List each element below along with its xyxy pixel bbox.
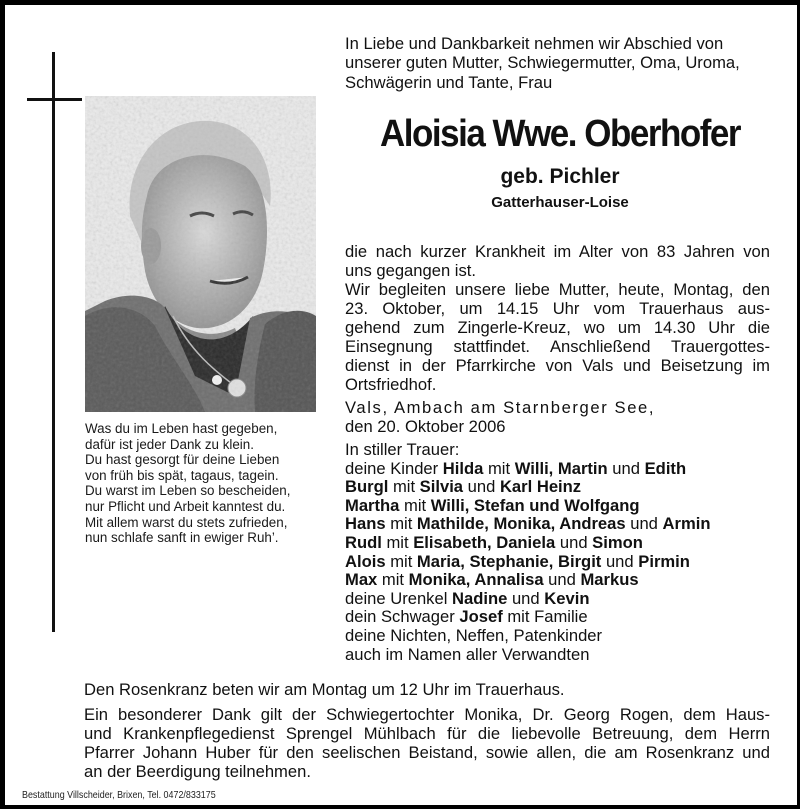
intro-line: unserer guten Mutter, Schwiegermutter, Oma, Uroma,: [345, 53, 740, 73]
mourner-text: mit: [399, 495, 431, 515]
cross-icon-vertical: [52, 52, 55, 632]
paragraph-line: Einsegnung stattfindet. Anschließend Trauergottes-: [345, 336, 770, 356]
mourner-text: mit: [483, 458, 515, 478]
paragraph-line: uns gegangen ist.: [345, 260, 477, 280]
mourner-line: [345, 627, 785, 646]
poem-line: Mit allem warst du stets zufrieden,: [85, 514, 288, 530]
mourner-text: und: [463, 477, 500, 497]
maiden-name: geb. Pichler: [500, 165, 620, 188]
mourner-name: Nadine: [452, 588, 508, 608]
mourner-line: [345, 590, 785, 609]
mourner-text: deine Nichten, Neffen, Patenkinder: [345, 625, 603, 645]
mourner-name: Silvia: [419, 477, 464, 497]
cross-icon-horizontal: [27, 98, 82, 101]
mourner-text: mit: [381, 532, 414, 552]
mourner-text: mit: [377, 570, 409, 590]
mourner-line: [345, 460, 785, 479]
paragraph-line: 23. Oktober, um 14.15 Uhr vom Trauerhaus aus-: [345, 298, 770, 318]
mourner-text: deine Kinder: [345, 458, 443, 478]
mourner-name: Elisabeth, Daniela: [413, 532, 556, 552]
place: Vals, Ambach am Starnberger See,: [345, 398, 656, 417]
mourner-name: Pirmin: [638, 551, 690, 571]
date: den 20. Oktober 2006: [345, 416, 506, 436]
funeral-paragraph: [345, 281, 770, 394]
mourner-name: Burgl: [345, 477, 389, 497]
mourner-line: [345, 478, 785, 497]
intro-text: [345, 34, 775, 92]
mourner-text: und: [607, 458, 645, 478]
poem-line: dafür ist jeder Dank zu klein.: [85, 436, 254, 452]
nickname: Gatterhauser-Loise: [491, 194, 629, 211]
mourner-name: Hilda: [442, 458, 484, 478]
mourner-text: mit: [388, 477, 420, 497]
mourner-line: [345, 571, 785, 590]
mourner-text: und: [507, 588, 545, 608]
paragraph-line: dienst in der Pfarrkirche von Vals und Beisetzung im: [345, 355, 770, 375]
poem-line: nun schlafe sanft in ewiger Ruh’.: [85, 530, 279, 546]
mourner-name: Willi, Martin: [514, 458, 608, 478]
mourner-line: [345, 515, 785, 534]
paragraph-line: und Krankenpflegedienst Sprengel Mühlbach für die liebevolle Betreuung, dem Herrn: [84, 724, 770, 743]
mourner-name: Armin: [662, 514, 711, 534]
mourner-text: und: [601, 551, 639, 571]
poem-line: nur Pflicht und Arbeit kanntest du.: [85, 498, 286, 514]
paragraph-line: Ein besonderer Dank gilt der Schwiegertochter Monika, Dr. Georg Rogen, dem Haus-: [84, 705, 770, 724]
mourner-name: Alois: [345, 551, 386, 571]
mourners-heading: In stiller Trauer:: [345, 440, 460, 459]
paragraph-line: die nach kurzer Krankheit im Alter von 83 Jahren von: [345, 242, 770, 261]
paragraph-line: Ortsfriedhof.: [345, 374, 437, 394]
mourner-name: Edith: [644, 458, 687, 478]
mourner-line: [345, 608, 785, 627]
age-paragraph: [345, 243, 770, 281]
poem-line: Du hast gesorgt für deine Lieben: [85, 452, 280, 468]
mourner-text: mit Familie: [502, 607, 588, 627]
mourner-name: Markus: [580, 570, 639, 590]
mourner-text: dein Schwager: [345, 607, 460, 627]
mourner-text: und: [543, 570, 581, 590]
mourner-name: Josef: [459, 607, 503, 627]
mourner-text: mit: [385, 514, 417, 534]
memorial-poem: [85, 421, 325, 546]
mourner-name: Max: [345, 570, 378, 590]
mourner-name: Karl Heinz: [499, 477, 582, 497]
mourner-line: [345, 534, 785, 553]
portrait-photo: [85, 96, 316, 412]
poem-line: von früh bis spät, tagaus, tagein.: [85, 467, 279, 483]
paragraph-line: an der Beerdigung teilnehmen.: [84, 762, 311, 781]
mourner-text: mit: [385, 551, 417, 571]
poem-line: Was du im Leben hast gegeben,: [85, 421, 278, 436]
mourner-line: [345, 497, 785, 516]
mourner-name: Mathilde, Monika, Andreas: [416, 514, 626, 534]
place-and-date: [345, 399, 770, 437]
mourner-name: Monika, Annalisa: [408, 570, 544, 590]
poem-line: Du warst im Leben so bescheiden,: [85, 483, 291, 499]
paragraph-line: Pfarrer Johann Huber für den seelischen Beistand, sowie allen, die am Rosenkranz und: [84, 743, 770, 762]
mourner-name: Rudl: [345, 532, 382, 552]
paragraph-line: Wir begleiten unsere liebe Mutter, heute, Montag, den: [345, 280, 770, 299]
mourner-name: Willi, Stefan und Wolfgang: [430, 495, 640, 515]
mourner-text: und: [625, 514, 663, 534]
rosary-notice: Den Rosenkranz beten wir am Montag um 12 Uhr im Trauerhaus.: [84, 680, 565, 699]
mourner-text: deine Urenkel: [345, 588, 453, 608]
paragraph-line: gehend zum Zingerle-Kreuz, wo um 14.30 Uhr die: [345, 317, 770, 337]
mourner-name: Hans: [345, 514, 386, 534]
mourner-line: [345, 553, 785, 572]
mourners-list: [345, 441, 785, 664]
intro-line: In Liebe und Dankbarkeit nehmen wir Abschied von: [345, 34, 724, 53]
portrait-image: [85, 96, 316, 412]
intro-line: Schwägerin und Tante, Frau: [345, 72, 553, 92]
mourner-name: Simon: [592, 532, 643, 552]
funeral-home-footer: Bestattung Villscheider, Brixen, Tel. 0472/833175: [22, 789, 216, 801]
mourner-name: Maria, Stephanie, Birgit: [416, 551, 602, 571]
deceased-name: Aloisia Wwe. Oberhofer: [379, 113, 741, 155]
mourner-name: Kevin: [544, 588, 590, 608]
mourner-name: Martha: [345, 495, 400, 515]
mourner-text: auch im Namen aller Verwandten: [345, 644, 590, 664]
thanks-paragraph: [84, 705, 770, 781]
mourner-text: und: [555, 532, 593, 552]
mourner-line: [345, 646, 785, 665]
